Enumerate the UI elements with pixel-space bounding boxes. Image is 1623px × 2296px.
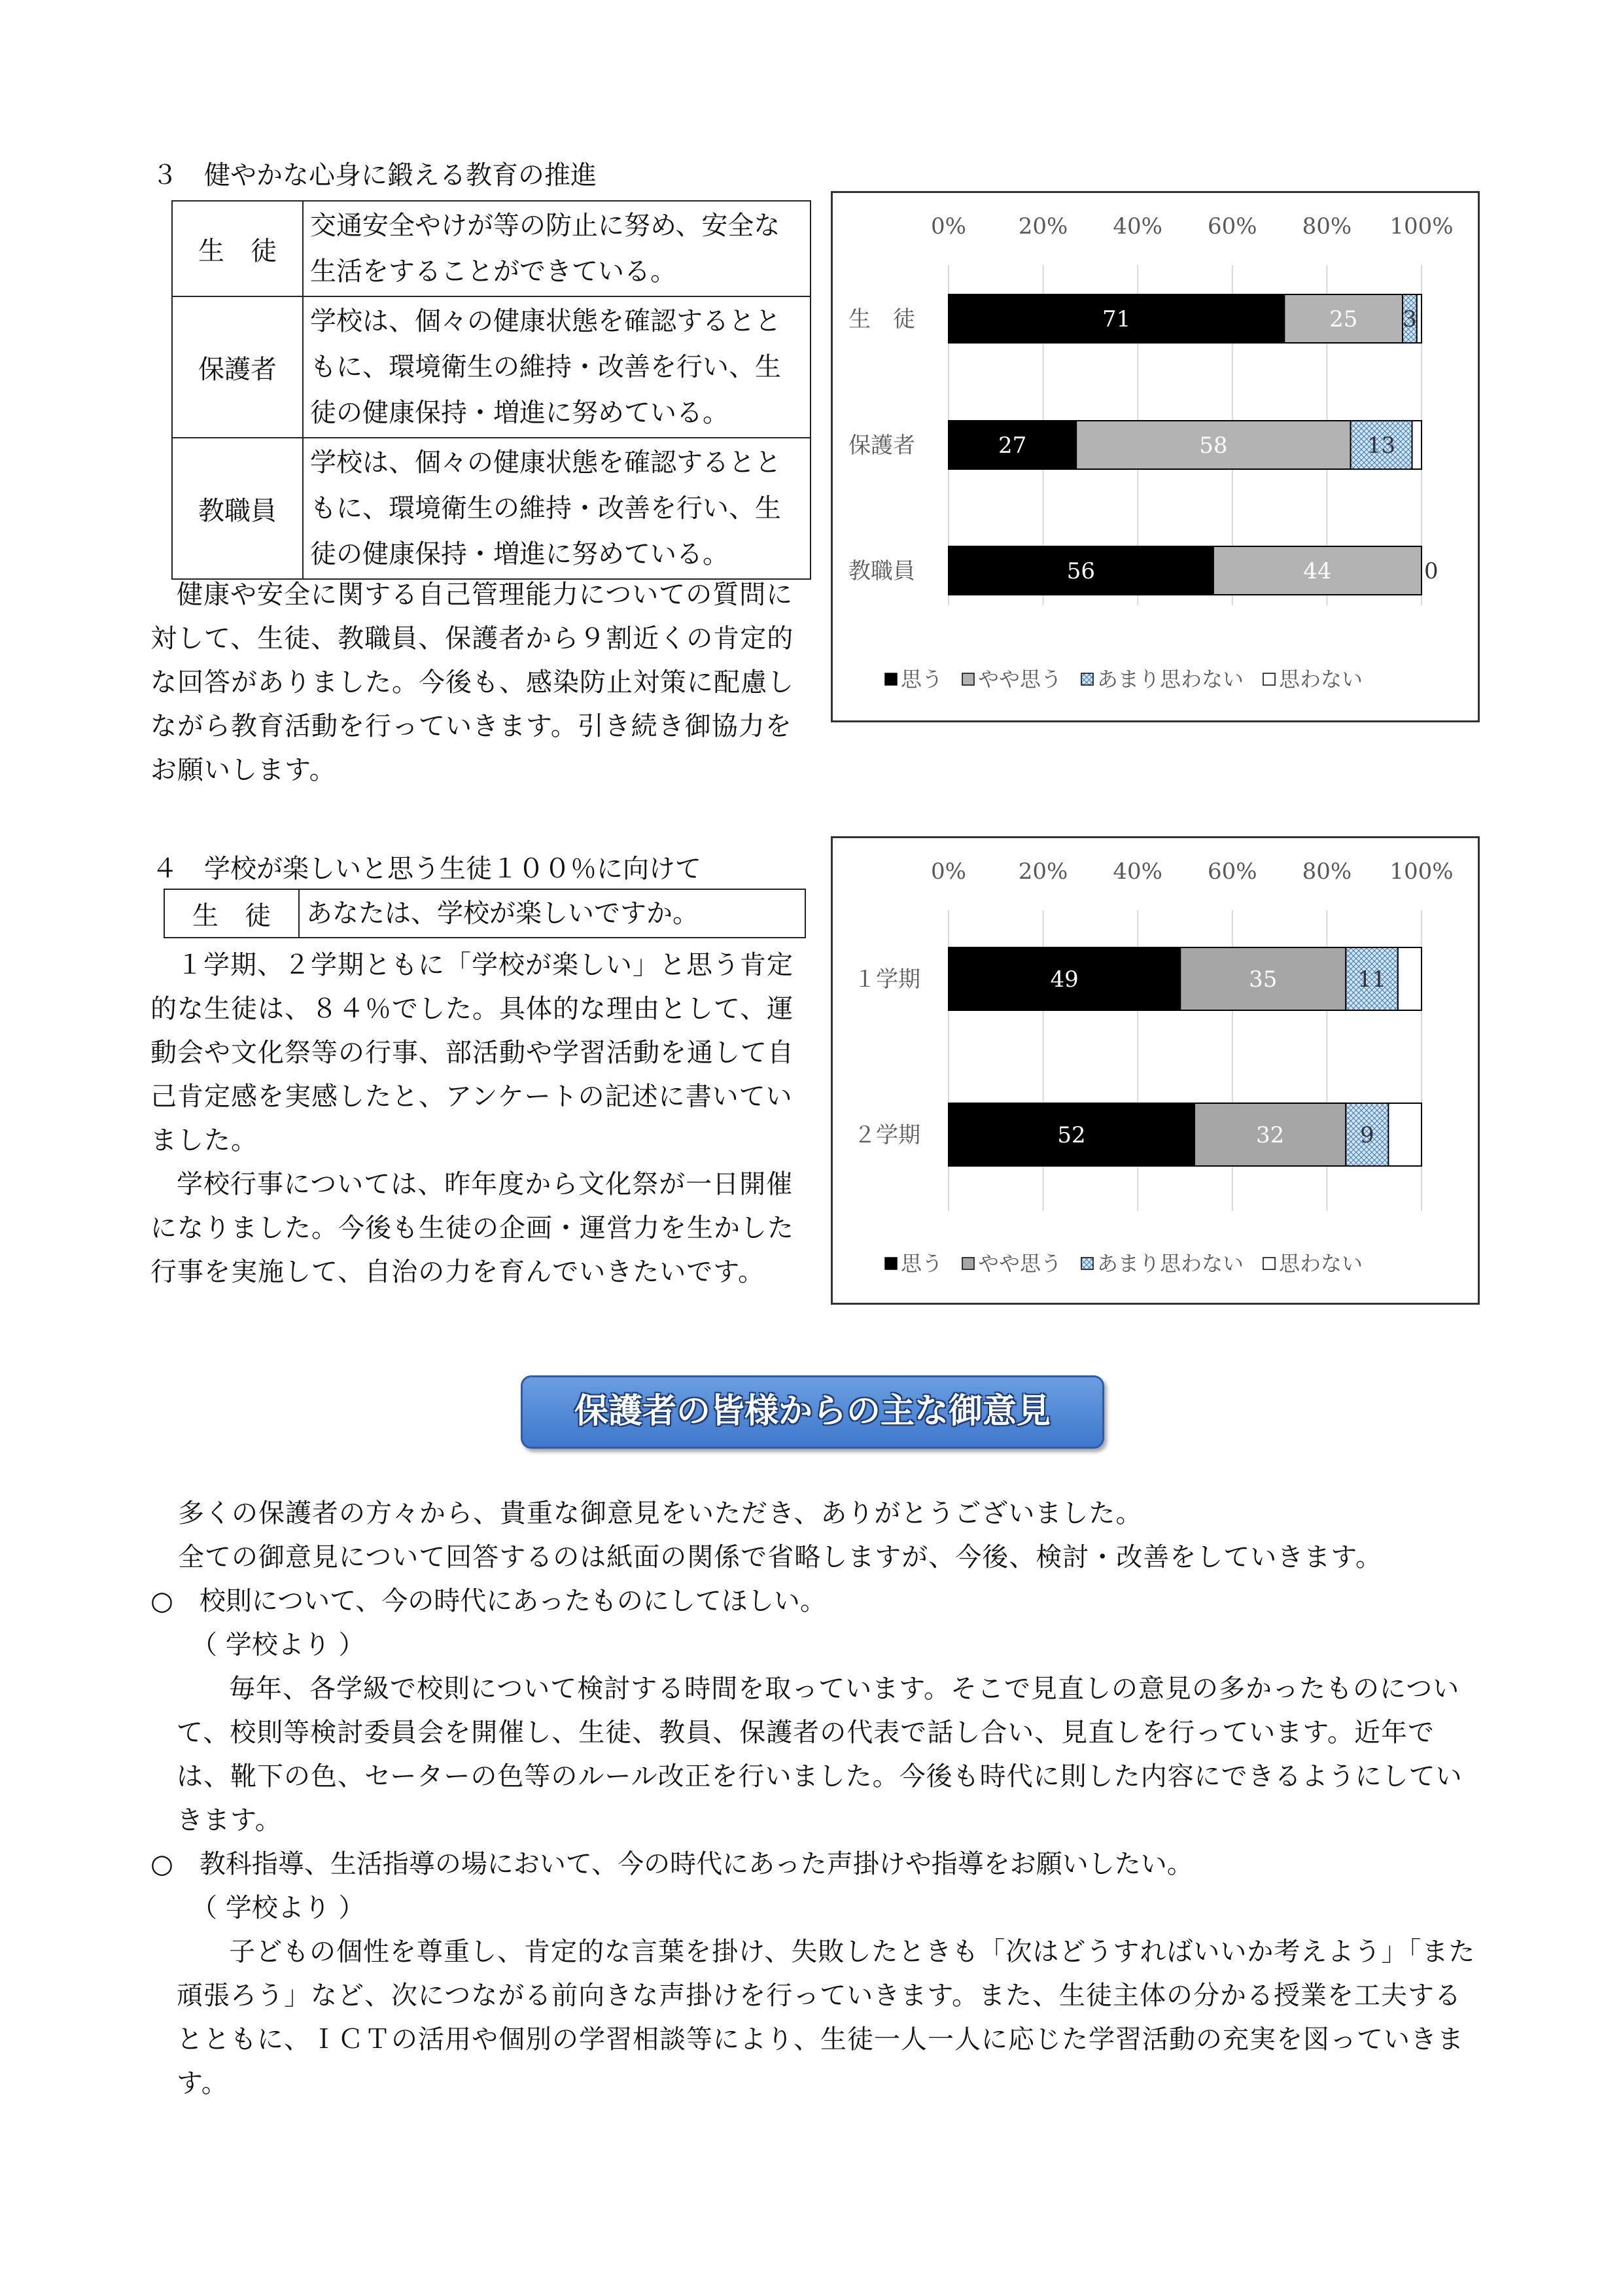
data-label: 9 — [1360, 1122, 1374, 1148]
x-tick-label: 20% — [1018, 213, 1068, 239]
chart-svg — [833, 838, 1478, 1303]
table-row — [172, 296, 811, 438]
opinion-item-1 — [150, 1580, 826, 1623]
legend-entry: あまり思わない — [1097, 667, 1244, 692]
data-label: 71 — [1102, 306, 1131, 332]
legend-swatch — [885, 673, 897, 685]
x-tick-label: 80% — [1302, 213, 1352, 239]
x-tick-label: 60% — [1208, 858, 1257, 885]
respondent-label: 教職員 — [172, 438, 303, 579]
paragraph: 子どもの個性を尊重し、肯定的な言葉を掛け、失敗したときも「次はどうすればいいか考えよう」「また頑張ろう」など、次につながる前向きな声掛けを行っていきます。また、生徒主体の分かる授業を工夫するとともに、ＩＣＴの活用や個別の学習相談等により、生徒一人一人に応じた学習活動の充実を図っていきます。 — [177, 1937, 1476, 2098]
data-label: 11 — [1357, 966, 1386, 993]
x-tick-label: 0% — [931, 858, 966, 885]
data-label: 32 — [1256, 1122, 1285, 1148]
data-label: 13 — [1367, 433, 1396, 459]
chart-health-safety — [831, 191, 1480, 722]
x-tick-label: 20% — [1018, 858, 1068, 885]
bullet-marker: ○ — [150, 1586, 173, 1616]
legend-entry: 思わない — [1279, 1251, 1363, 1276]
data-label: 25 — [1329, 306, 1358, 332]
chart-school-enjoyment — [831, 836, 1480, 1305]
bar-segment — [1417, 294, 1422, 343]
data-label: 49 — [1050, 966, 1079, 993]
reply-text — [177, 1667, 1482, 1843]
section3-paragraph — [150, 573, 812, 792]
chart-svg — [833, 193, 1478, 720]
legend-swatch — [885, 1258, 897, 1269]
legend-entry: 思う — [901, 667, 943, 692]
table-row — [172, 438, 811, 579]
bar-segment — [1398, 947, 1422, 1010]
legend-swatch — [1263, 1258, 1275, 1269]
bar-segment — [1412, 421, 1422, 469]
section4-paragraphs — [150, 944, 812, 1294]
opinions-intro-1: 多くの保護者の方々から、貴重な御意見をいただき、ありがとうございました。 — [178, 1498, 1143, 1528]
opinions-intro-2: 全ての御意見について回答するのは紙面の関係で省略しますが、今後、検討・改善をしていきます。 — [178, 1542, 1382, 1572]
legend-entry: やや思う — [978, 667, 1062, 692]
opinion-text: 校則について、今の時代にあったものにしてほしい。 — [199, 1586, 826, 1616]
respondent-label: 保護者 — [172, 296, 303, 438]
x-tick-label: 80% — [1302, 858, 1352, 885]
data-label: 35 — [1249, 966, 1278, 993]
question-text: 学校は、個々の健康状態を確認するとともに、環境衛生の維持・改善を行い、生徒の健康保持・増進に努めている。 — [303, 438, 811, 579]
table-row — [164, 889, 805, 938]
legend-entry: あまり思わない — [1097, 1251, 1244, 1276]
x-tick-label: 0% — [931, 213, 966, 239]
data-label: 44 — [1303, 558, 1332, 584]
data-label: 52 — [1057, 1122, 1086, 1148]
table-row — [172, 201, 811, 296]
paragraph: 学校行事については、昨年度から文化祭が一日開催になりました。今後も生徒の企画・運営力を生かした行事を実施して、自治の力を育んでいきたいです。 — [150, 1169, 794, 1287]
data-label: 58 — [1199, 433, 1228, 459]
legend-swatch — [1081, 673, 1093, 685]
data-label: 56 — [1066, 558, 1096, 584]
opinion-item-2 — [150, 1843, 1193, 1886]
category-label: 保護者 — [848, 433, 915, 459]
category-label: １学期 — [854, 966, 920, 993]
section3-question-table — [171, 200, 811, 580]
category-label: 生 徒 — [848, 306, 915, 332]
question-text: 学校は、個々の健康状態を確認するとともに、環境衛生の維持・改善を行い、生徒の健康保持・増進に努めている。 — [303, 296, 811, 438]
x-tick-label: 100% — [1389, 213, 1454, 239]
respondent-label: 生 徒 — [164, 889, 299, 938]
question-text: 交通安全やけが等の防止に努め、安全な生活をすることができている。 — [303, 201, 811, 296]
respondent-label: 生 徒 — [172, 201, 303, 296]
legend-swatch — [1263, 673, 1275, 685]
bullet-marker: ○ — [150, 1849, 173, 1879]
legend-swatch — [1081, 1258, 1093, 1269]
x-tick-label: 40% — [1113, 213, 1162, 239]
section3-heading: ３ 健やかな心身に鍛える教育の推進 — [152, 160, 597, 190]
data-label: 27 — [998, 433, 1027, 459]
section4-heading: ４ 学校が楽しいと思う生徒１００％に向けて — [152, 854, 701, 884]
reply-label: （ 学校より ） — [191, 1630, 365, 1660]
legend-entry: やや思う — [978, 1251, 1062, 1276]
legend-swatch — [962, 1258, 974, 1269]
category-label: ２学期 — [854, 1122, 920, 1148]
data-label: 3 — [1403, 306, 1417, 332]
reply-label: （ 学校より ） — [191, 1893, 365, 1923]
data-label: 0 — [1424, 558, 1439, 584]
x-tick-label: 100% — [1389, 858, 1454, 885]
opinions-banner: 保護者の皆様からの主な御意見 — [521, 1375, 1104, 1449]
bar-segment — [1388, 1103, 1422, 1166]
paragraph: 健康や安全に関する自己管理能力についての質問に対して、生徒、教職員、保護者から９割近くの肯定的な回答がありました。今後も、感染防止対策に配慮しながら教育活動を行っていきます。引き続き御協力をお願いします。 — [150, 580, 794, 785]
question-text: あなたは、学校が楽しいですか。 — [299, 889, 805, 938]
legend-entry: 思う — [901, 1251, 943, 1276]
x-tick-label: 60% — [1208, 213, 1257, 239]
legend-entry: 思わない — [1279, 667, 1363, 692]
opinion-text: 教科指導、生活指導の場において、今の時代にあった声掛けや指導をお願いしたい。 — [199, 1849, 1193, 1879]
category-label: 教職員 — [848, 558, 915, 584]
paragraph: 毎年、各学級で校則について検討する時間を取っています。そこで見直しの意見の多かったものについて、校則等検討委員会を開催し、生徒、教員、保護者の代表で話し合い、見直しを行っています。近年では、靴下の色、セーターの色等のルール改正を行いました。今後も時代に則した内容にできるようにしていきます。 — [177, 1674, 1463, 1835]
legend-swatch — [962, 673, 974, 685]
paragraph: １学期、２学期ともに「学校が楽しい」と思う肯定的な生徒は、８４％でした。具体的な理由として、運動会や文化祭等の行事、部活動や学習活動を通して自己肯定感を実感したと、アンケートの記述に書いていました。 — [150, 950, 794, 1156]
x-tick-label: 40% — [1113, 858, 1162, 885]
section4-question-table — [164, 889, 806, 938]
reply-text — [177, 1930, 1482, 2106]
